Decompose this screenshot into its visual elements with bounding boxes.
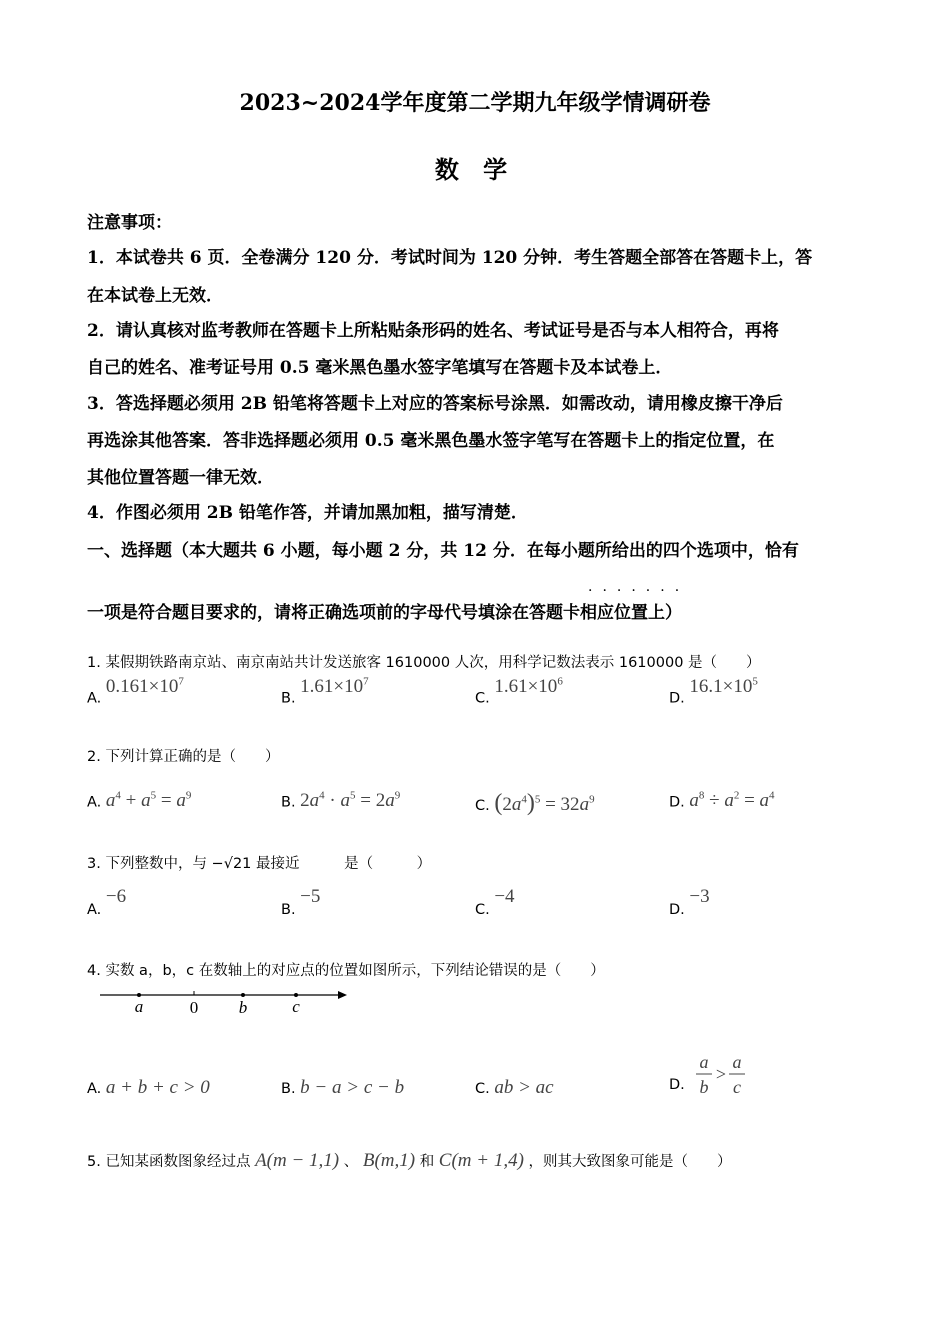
subject-title: 数 学 bbox=[434, 155, 516, 184]
q3-option-c bbox=[475, 886, 515, 920]
exam-title: 2023~2024学年度第二学期九年级学情调研卷 bbox=[239, 90, 711, 116]
q3-option-b bbox=[281, 886, 321, 920]
option-label: B. bbox=[281, 902, 296, 918]
q1-option-b bbox=[281, 676, 369, 708]
option-label: D. bbox=[669, 690, 685, 707]
axis-label-c: c bbox=[292, 997, 300, 1016]
notice-item-3-cont: 再选涂其他答案．答非选择题必须用 0.5 毫米黑色墨水签字笔写在答题卡上的指定位置，在 bbox=[87, 431, 775, 451]
option-label: B. bbox=[281, 794, 296, 811]
option-label: A. bbox=[87, 794, 102, 811]
option-value: $(2a^4)^5 = 32a^9$ bbox=[494, 790, 595, 816]
question-3-stem bbox=[87, 852, 431, 873]
option-label: A. bbox=[87, 690, 102, 707]
point-b-expr: B(m,1) bbox=[362, 1150, 416, 1171]
option-label: D. bbox=[669, 1077, 685, 1093]
notice-heading: 注意事项： bbox=[87, 213, 172, 233]
section-heading: 一、选择题（本大题共 6 小题，每小题 2 分，共 12 分．在每小题所给出的四个选项中，恰有 bbox=[87, 541, 799, 561]
q2-option-c bbox=[475, 790, 595, 817]
option-value: $a^8 \div a^2 = a^4$ bbox=[689, 790, 775, 812]
option-label: A. bbox=[87, 902, 102, 918]
svg-text:>: > bbox=[715, 1064, 727, 1084]
point-a-expr: A(m − 1,1) bbox=[255, 1150, 340, 1171]
stem-tail: ，则其大致图象可能是（ ） bbox=[528, 1154, 732, 1170]
option-value: ab > ac bbox=[494, 1077, 554, 1098]
option-label: B. bbox=[281, 690, 296, 707]
notice-item-3-cont2: 其他位置答题一律无效． bbox=[87, 468, 274, 488]
stem-main: 5. 已知某函数图象经过点 bbox=[87, 1154, 251, 1170]
option-value: −6 bbox=[105, 886, 127, 907]
option-value: a + b + c > 0 bbox=[105, 1077, 210, 1098]
option-value: $1.61\times 10^7$ bbox=[300, 676, 369, 698]
option-value: −3 bbox=[689, 886, 710, 907]
option-label: C. bbox=[475, 902, 490, 918]
axis-arrow bbox=[338, 991, 347, 999]
q1-option-c bbox=[475, 676, 563, 708]
point-c-expr: C(m + 1,4) bbox=[438, 1150, 524, 1171]
notice-item-2-cont: 自己的姓名、准考证号用 0.5 毫米黑色墨水签字笔填写在答题卡及本试卷上． bbox=[87, 358, 673, 378]
option-value: $2a^4 \cdot a^5 = 2a^9$ bbox=[300, 790, 401, 812]
option-label: B. bbox=[281, 1081, 296, 1097]
option-value: −5 bbox=[300, 886, 321, 907]
q4-option-d-fraction bbox=[693, 1050, 753, 1100]
separator: 、 bbox=[343, 1154, 359, 1170]
point-b bbox=[241, 993, 245, 997]
option-label: C. bbox=[475, 690, 490, 707]
emphasis-dots: ······· bbox=[588, 583, 690, 599]
axis-label-b: b bbox=[238, 998, 248, 1017]
separator: 和 bbox=[419, 1154, 435, 1170]
option-label: C. bbox=[475, 1081, 490, 1097]
question-5-stem bbox=[87, 1150, 732, 1172]
option-value: −4 bbox=[494, 886, 515, 907]
question-4-stem: 4. 实数 a，b，c 在数轴上的对应点的位置如图所示，下列结论错误的是（ ） bbox=[87, 963, 605, 979]
option-value: $a^4 + a^5 = a^9$ bbox=[105, 790, 192, 812]
notice-item-2: 2．请认真核对监考教师在答题卡上所粘贴条形码的姓名、考试证号是否与本人相符合，再将 bbox=[87, 321, 779, 341]
svg-text:a: a bbox=[732, 1052, 742, 1072]
notice-item-1: 1．本试卷共 6 页．全卷满分 120 分．考试时间为 120 分钟．考生答题全部答在答题卡上，答 bbox=[87, 248, 813, 268]
svg-text:b: b bbox=[699, 1077, 709, 1097]
question-1-stem: 1. 某假期铁路南京站、南京南站共计发送旅客 1610000 人次，用科学记数法表示 1610000 是（ ） bbox=[87, 655, 761, 671]
option-value: $0.161\times 10^7$ bbox=[105, 676, 184, 698]
q2-option-d bbox=[669, 790, 775, 812]
svg-text:a: a bbox=[699, 1052, 709, 1072]
number-line bbox=[95, 985, 355, 1020]
question-2-stem: 2. 下列计算正确的是（ ） bbox=[87, 749, 280, 765]
q1-option-a bbox=[87, 676, 184, 708]
axis-label-0: 0 bbox=[189, 998, 199, 1017]
option-label: D. bbox=[669, 794, 685, 811]
q3-option-d bbox=[669, 886, 710, 920]
q2-option-b bbox=[281, 790, 400, 812]
q4-option-b bbox=[281, 1077, 404, 1099]
q2-option-a bbox=[87, 790, 191, 812]
stem-tail: 是（ ） bbox=[344, 856, 432, 872]
option-value: $16.1\times 10^5$ bbox=[689, 676, 758, 698]
q1-option-d bbox=[669, 676, 758, 708]
svg-text:c: c bbox=[733, 1077, 741, 1097]
option-label: C. bbox=[475, 798, 490, 814]
notice-item-4: 4．作图必须用 2B 铅笔作答，并请加黑加粗，描写清楚． bbox=[87, 503, 528, 523]
q4-option-c bbox=[475, 1077, 554, 1099]
section-heading-cont: 一项是符合题目要求的，请将正确选项前的字母代号填涂在答题卡相应位置上） bbox=[87, 603, 682, 623]
notice-item-3: 3．答选择题必须用 2B 铅笔将答题卡上对应的答案标号涂黑．如需改动，请用橡皮擦干净后 bbox=[87, 394, 783, 414]
option-label: A. bbox=[87, 1081, 102, 1097]
option-value: $1.61\times 10^6$ bbox=[494, 676, 563, 698]
axis-label-a: a bbox=[134, 997, 144, 1016]
option-label: D. bbox=[669, 902, 685, 918]
q4-option-d bbox=[669, 1077, 685, 1093]
stem-main: 3. 下列整数中，与 −√21 最接近 bbox=[87, 856, 300, 872]
notice-item-1-cont: 在本试卷上无效． bbox=[87, 286, 223, 306]
q4-option-a bbox=[87, 1077, 210, 1099]
option-value: b − a > c − b bbox=[300, 1077, 405, 1098]
q3-option-a bbox=[87, 886, 127, 920]
